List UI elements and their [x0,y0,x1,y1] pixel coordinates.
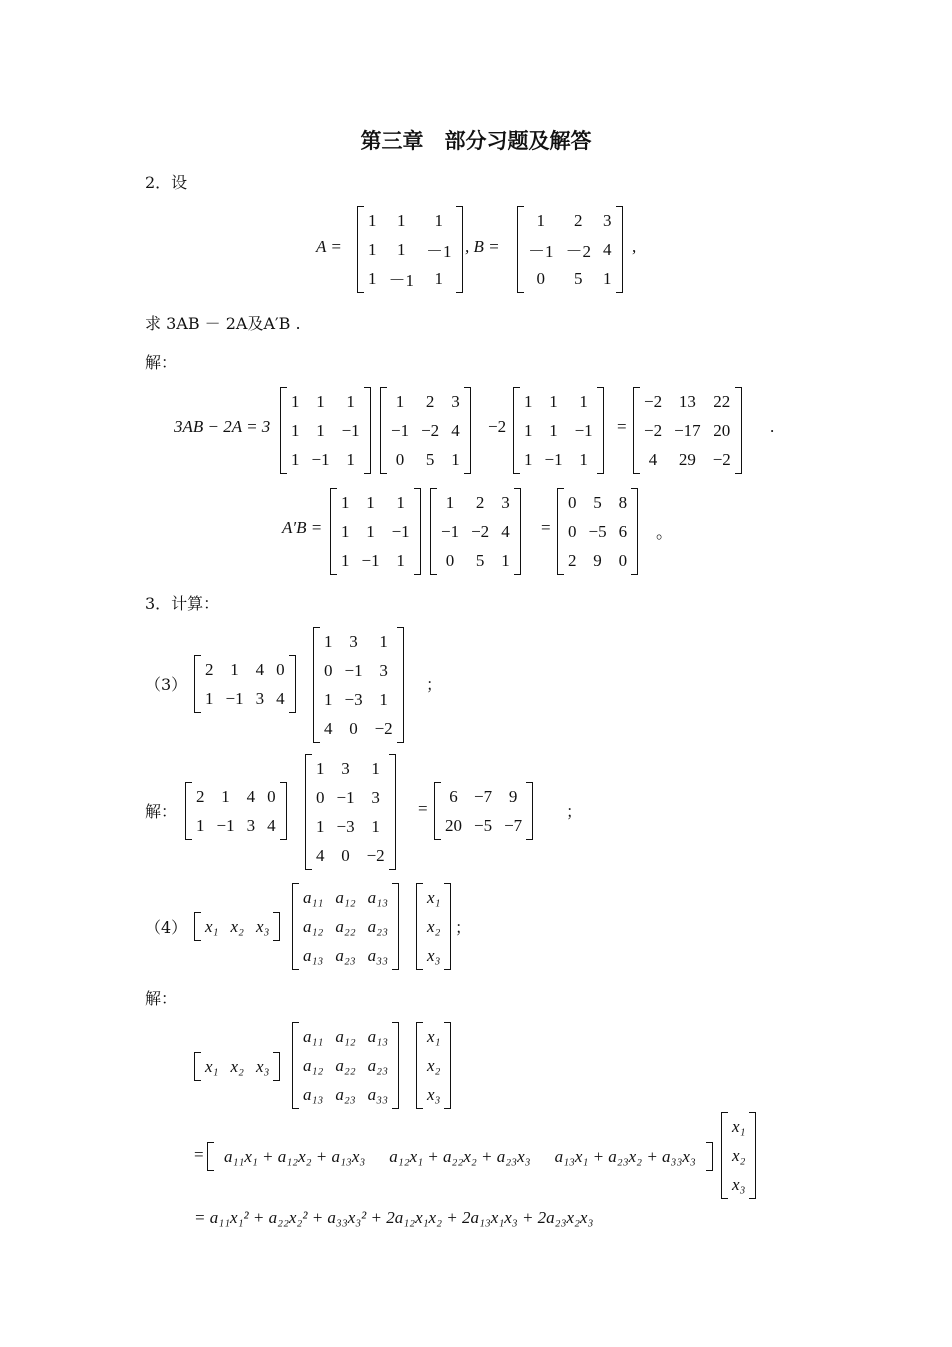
matrix-cell: 5 [593,492,602,512]
matrix-cell: 4 [648,449,658,469]
matrix-cell: 1 [366,521,375,541]
eq2-matrix-at [330,488,421,575]
matrix-cell: a₂₂ [335,1055,356,1075]
matrix-cell: −1 [391,521,410,541]
matrix-cell: a₁₂x₁ + a₂₂x₂ + a₂₃x₃ [389,1146,531,1166]
matrix-cell: −1 [361,550,380,570]
matrix-cell: 4 [316,845,325,865]
matrix-cell: 1 [579,449,588,469]
line2-col-x [721,1112,756,1199]
matrix-cell: x₃ [427,945,441,965]
q3-sol-matrix-1 [185,782,287,840]
matrix-cell: a₁₃x₁ + a₂₃x₂ + a₃₃x₃ [554,1146,696,1166]
matrix-cell: 1 [371,758,380,778]
matrix-cell: 9 [508,786,518,806]
matrix-cell: 0 [349,718,358,738]
q4-col-x [416,883,451,970]
matrix-cell: x₂ [230,916,244,936]
matrix-cell: −2 [644,391,663,411]
matrix-cell: −1 [344,660,363,680]
eq2-result [557,488,638,575]
matrix-cell: 1 [196,815,205,835]
matrix-cell: 2 [568,550,577,570]
matrix-cell: 1 [549,420,558,440]
matrix-cell: －2 [565,242,591,261]
matrix-cell: 4 [246,786,256,806]
matrix-cell: −7 [474,786,493,806]
matrix-cell: 2 [205,659,214,679]
matrix-cell: 0 [267,786,276,806]
matrix-cell: 0 [395,449,405,469]
matrix-cell: 1 [379,689,388,709]
matrix-cell: 22 [713,391,731,411]
matrix-cell: 1 [549,391,558,411]
matrix-cell: 0 [568,492,577,512]
matrix-cell: 2 [574,210,583,230]
problem-3-label: 3．计算： [145,594,220,613]
matrix-cell: a₂₂ [335,916,356,936]
matrix-cell: x₁ [427,887,441,907]
matrix-cell: 1 [316,758,325,778]
matrix-cell: 3 [451,391,460,411]
matrix-cell: a₁₃ [303,945,324,965]
matrix-cell: a₁₁x₁ + a₁₂x₂ + a₁₃x₃ [224,1146,366,1166]
matrix-cell: a₁₁ [303,887,324,907]
matrix-cell: 5 [475,550,485,570]
matrix-cell: 1 [291,391,300,411]
matrix-b [517,206,623,293]
matrix-cell: 6 [618,521,628,541]
matrix-cell: 1 [291,449,300,469]
matrix-cell: a₁₃ [367,887,388,907]
matrix-cell: 1 [536,210,545,230]
matrix-cell: 1 [397,210,406,230]
matrix-cell: a₁₂ [303,1055,324,1075]
matrix-cell: －1 [426,242,452,261]
q4-matrix-a [292,883,399,970]
eq1-result [633,387,742,474]
matrix-cell: −1 [216,815,235,835]
matrix-cell: 1 [451,449,460,469]
q3-matrix-1 [194,655,296,713]
eq1-lhs: 3AB − 2A = 3 [174,417,271,436]
matrix-cell: 1 [524,420,533,440]
matrix-cell: 5 [425,449,435,469]
matrix-cell: −3 [344,689,363,709]
matrix-cell: −5 [474,815,493,835]
matrix-cell: 3 [379,660,388,680]
matrix-cell: −1 [336,787,355,807]
matrix-cell: 1 [524,391,533,411]
matrix-cell: −1 [441,521,460,541]
matrix-b-lhs: , B = [465,237,500,256]
matrix-cell: a₁₂ [303,916,324,936]
matrix-cell: 1 [316,816,325,836]
eq1-equals: = [617,417,627,436]
matrix-cell: 0 [276,659,285,679]
matrix-cell: 1 [445,492,455,512]
matrix-cell: a₃₃ [367,945,388,965]
matrix-cell: 1 [524,449,533,469]
matrix-cell: 1 [396,492,405,512]
matrix-cell: 0 [445,550,455,570]
matrix-cell: 1 [205,688,214,708]
q3-end: ； [426,675,443,694]
matrix-a [357,206,463,293]
q4-row-x [194,912,280,941]
matrix-cell: x₃ [255,1056,270,1076]
matrix-cell: 1 [221,786,230,806]
matrix-cell: －1 [388,271,414,290]
matrix-cell: x₂ [732,1145,746,1165]
matrix-cell: 1 [316,391,325,411]
matrix-cell: 1 [579,391,588,411]
matrix-cell: −1 [225,688,244,708]
matrix-cell: 2 [475,492,485,512]
matrix-cell: x₃ [732,1174,746,1194]
matrix-cell: 1 [324,631,333,651]
q4-label: （4） [145,918,188,937]
matrix-cell: 1 [434,210,443,230]
matrix-cell: 1 [341,492,350,512]
page-title: 第三章 部分习题及解答 [360,129,592,153]
matrix-cell: −7 [504,815,523,835]
line2-equals: = [194,1145,204,1164]
matrix-cell: 3 [246,815,256,835]
matrix-cell: a₁₁ [303,1026,324,1046]
eq1-matrix-a [280,387,371,474]
matrix-cell: x₃ [427,1084,441,1104]
eq2-end: 。 [656,523,673,542]
matrix-cell: −1 [341,420,360,440]
matrix-cell: −2 [712,449,731,469]
q4-solution-label: 解： [145,989,178,1008]
eq1-matrix-a2 [513,387,604,474]
matrix-cell: 3 [603,210,612,230]
matrix-cell: 4 [255,659,265,679]
eq2-matrix-b [430,488,521,575]
matrix-cell: 1 [230,659,239,679]
matrix-cell: a₂₃ [367,1055,388,1075]
matrix-cell: x₂ [427,916,441,936]
q4-end: ； [455,918,472,937]
matrix-cell: 3 [371,787,380,807]
matrix-cell: 0 [341,845,350,865]
matrix-cell: −2 [421,420,440,440]
matrix-cell: a₂₃ [335,945,356,965]
matrix-cell: x₂ [230,1056,244,1076]
matrix-cell: 1 [291,420,300,440]
matrix-cell: 1 [603,268,612,288]
matrix-cell: 1 [396,550,405,570]
matrix-cell: 3 [341,758,350,778]
matrix-cell: a₃₃ [367,1084,388,1104]
matrix-cell: x₃ [255,916,270,936]
q3-result [434,782,533,840]
matrix-cell: 0 [568,521,577,541]
matrix-cell: －1 [528,242,554,261]
q3-sol-matrix-2 [305,754,396,870]
matrix-cell: 1 [366,492,375,512]
matrix-cell: −2 [374,718,393,738]
matrix-cell: −1 [391,420,410,440]
matrix-cell: 6 [449,786,458,806]
eq2-lhs: A′B = [282,518,323,537]
q3-sol-equals: = [418,799,428,818]
matrix-cell: 0 [618,550,628,570]
matrix-cell: 1 [368,268,377,288]
matrix-cell: a₂₃ [335,1084,356,1104]
matrix-cell: x₁ [205,916,219,936]
matrix-cell: 1 [501,550,510,570]
eq1-dot: . [770,417,775,436]
matrix-cell: −17 [674,420,701,440]
matrix-cell: −2 [644,420,663,440]
matrix-cell: 1 [379,631,388,651]
matrix-cell: x₁ [205,1056,219,1076]
matrix-cell: a₁₃ [303,1084,324,1104]
matrix-cell: x₁ [732,1116,746,1136]
q3-sol-end: ； [566,802,583,821]
matrix-cell: x₁ [427,1026,441,1046]
matrix-cell: 1 [368,239,377,259]
matrix-cell: 9 [593,550,602,570]
matrix-cell: −2 [366,845,385,865]
eq1-matrix-b [380,387,471,474]
matrix-cell: 8 [618,492,628,512]
matrix-cell: a₁₂ [335,1026,356,1046]
matrix-cell: 4 [324,718,333,738]
matrix-cell: 1 [368,210,377,230]
q3-solution-label: 解： [145,802,178,821]
matrix-cell: 1 [395,391,405,411]
matrix-cell: −3 [336,816,355,836]
matrix-cell: 2 [425,391,435,411]
matrix-cell: 1 [341,550,350,570]
matrix-cell: 1 [397,239,406,259]
line2-row [207,1142,713,1171]
matrix-cell: 4 [501,521,510,541]
matrix-cell: 4 [267,815,276,835]
matrix-cell: 0 [324,660,333,680]
matrix-cell: −1 [574,420,593,440]
matrix-cell: −1 [544,449,563,469]
sol4-matrix-a [292,1022,399,1109]
matrix-cell: 0 [536,268,545,288]
matrix-cell: 3 [349,631,358,651]
matrix-cell: −5 [588,521,607,541]
eq2-equals: = [541,518,551,537]
matrix-cell: 4 [603,239,612,259]
matrix-cell: 5 [574,268,583,288]
matrix-cell: a₂₃ [367,916,388,936]
matrix-cell: 0 [316,787,325,807]
matrix-cell: 1 [371,816,380,836]
matrix-cell: 3 [255,688,265,708]
matrix-cell: x₂ [427,1055,441,1075]
matrix-cell: 1 [346,449,355,469]
matrix-cell: 4 [276,688,285,708]
matrix-cell: 1 [316,420,325,440]
eq1-minus: −2 [488,417,507,436]
matrix-cell: 1 [434,268,443,288]
matrix-cell: −2 [471,521,490,541]
q3-label: （3） [145,675,188,694]
matrix-cell: a₁₃ [367,1026,388,1046]
matrix-cell: 1 [346,391,355,411]
matrix-cell: 29 [678,449,696,469]
matrix-cell: 1 [341,521,350,541]
sol4-col-x [416,1022,451,1109]
matrix-cell: 2 [196,786,205,806]
matrix-cell: a₁₂ [335,887,356,907]
solution-label: 解： [145,353,178,372]
problem-2-label: 2．设 [145,173,188,192]
matrix-cell: 1 [324,689,333,709]
matrix-a-lhs: A = [316,237,342,256]
matrix-cell: 4 [451,420,460,440]
line3-expansion: = a₁₁x₁² + a₂₂x₂² + a₃₃x₃² + 2a₁₂x₁x₂ + 2a₁₃x₁x₃ + 2a₂₃x₂x₃ [194,1208,594,1227]
matrix-cell: 20 [445,815,462,835]
matrix-cell: 20 [713,420,731,440]
matrix-cell: 13 [678,391,696,411]
q3-matrix-2 [313,627,404,743]
matrix-b-tail: , [632,237,637,256]
problem-2-question: 求 3AB － 2A及A′B . [145,314,301,333]
matrix-cell: −1 [311,449,330,469]
sol4-row-x [194,1052,280,1081]
matrix-cell: 3 [501,492,510,512]
